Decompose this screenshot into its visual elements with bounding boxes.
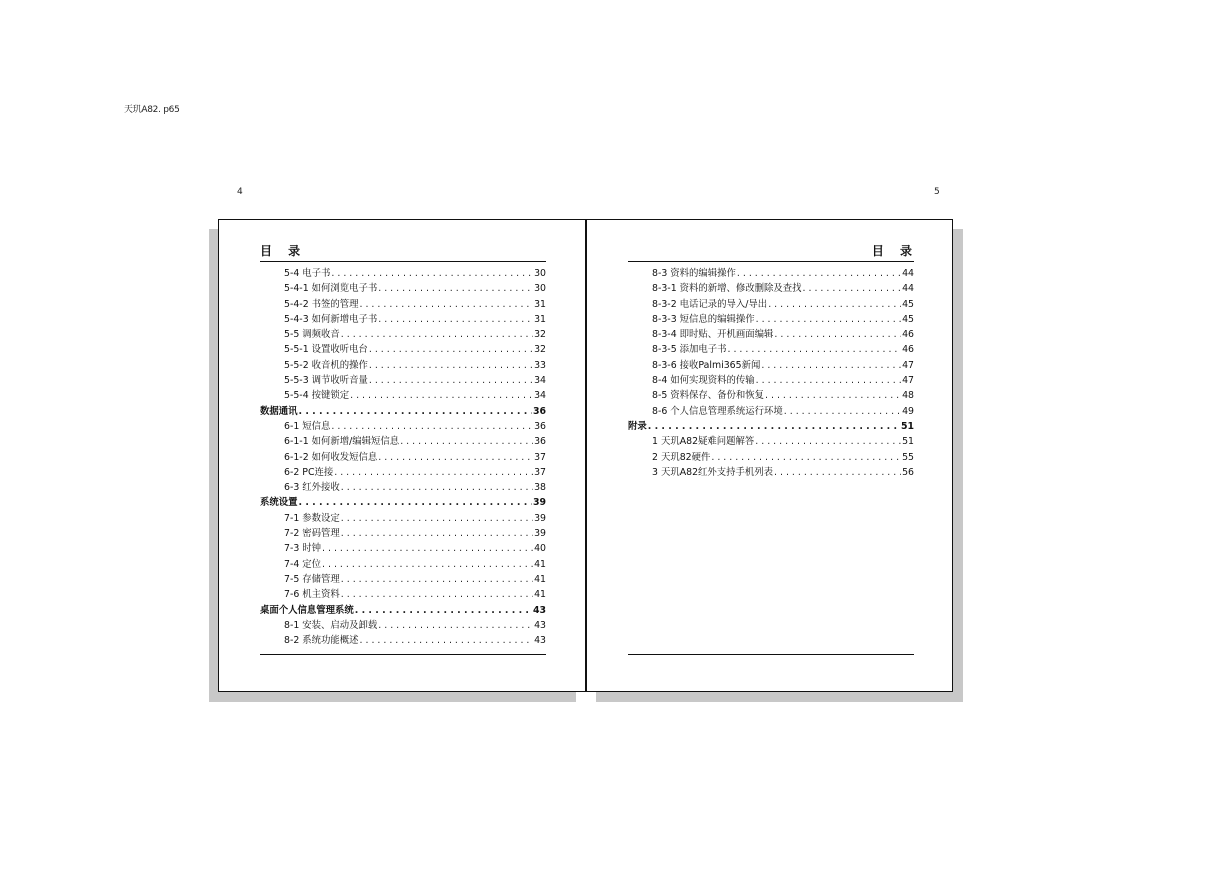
right-page-heading: 目 录 (871, 244, 918, 258)
toc-entry-label: 桌面个人信息管理系统 (260, 604, 354, 616)
toc-entry-label: 7-3 时钟 (284, 543, 322, 555)
toc-entry-page: 39 (532, 497, 546, 509)
toc-leader-dots (369, 375, 533, 386)
toc-section-entry (260, 602, 546, 617)
toc-entry-page: 31 (534, 298, 546, 310)
toc-entry (628, 296, 914, 311)
right-page (586, 219, 953, 692)
toc-entry (260, 540, 546, 555)
toc-section-entry (260, 494, 546, 509)
toc-entry-page: 36 (534, 436, 546, 448)
toc-entry-label: 7-5 存储管理 (284, 573, 340, 585)
toc-entry-page: 44 (902, 283, 914, 295)
toc-entry (260, 586, 546, 601)
toc-entry-label: 8-2 系统功能概述 (284, 635, 359, 647)
toc-entry-label: 8-1 安装、启动及卸载 (284, 619, 378, 631)
toc-entry-label: 8-3-1 资料的新增、修改删除及查找 (652, 283, 802, 295)
toc-leader-dots (341, 589, 533, 600)
toc-leader-dots (360, 635, 534, 646)
toc-entry-page: 45 (902, 313, 914, 325)
toc-leader-dots (299, 406, 532, 417)
toc-entry-page: 30 (534, 268, 546, 279)
toc-entry-page: 32 (534, 329, 546, 341)
toc-entry-label: 5-4-1 如何浏览电子书 (284, 283, 378, 295)
toc-entry (628, 449, 914, 464)
toc-entry-label: 6-3 红外接收 (284, 482, 340, 494)
toc-entry-label: 8-5 资料保存、备份和恢复 (652, 390, 765, 402)
toc-entry-label: 附录 (628, 420, 647, 432)
toc-entry-page: 55 (902, 451, 914, 463)
toc-entry-page: 36 (532, 405, 546, 417)
file-name: 天玑A82. p65 (124, 105, 180, 115)
toc-leader-dots (784, 406, 901, 417)
toc-entry-page: 47 (902, 375, 914, 387)
toc-entry-page: 43 (534, 635, 546, 647)
toc-entry-page: 51 (902, 436, 914, 448)
toc-leader-dots (774, 467, 901, 478)
toc-entry-label: 8-3 资料的编辑操作 (652, 268, 736, 279)
toc-entry-page: 31 (534, 313, 546, 325)
toc-entry-label: 6-1-1 如何新增/编辑短信息 (284, 436, 400, 448)
toc-leader-dots (400, 436, 533, 447)
toc-entry-label: 6-1 短信息 (284, 420, 331, 432)
toc-leader-dots (341, 528, 533, 539)
toc-entry-page: 51 (900, 420, 914, 432)
toc-entry (260, 479, 546, 494)
toc-leader-dots (648, 421, 900, 432)
toc-leader-dots (378, 314, 533, 325)
toc-entry-page: 46 (902, 344, 914, 356)
toc-leader-dots (341, 513, 533, 524)
toc-entry-label: 7-4 定位 (284, 558, 322, 570)
toc-entry-page: 41 (534, 573, 546, 585)
toc-leader-dots (761, 360, 901, 371)
toc-entry-label: 8-4 如何实现资料的传输 (652, 375, 755, 387)
toc-entry-label: 7-2 密码管理 (284, 528, 340, 540)
toc-entry-label: 5-5 调频收音 (284, 329, 340, 341)
toc-entry-label: 5-4-2 书签的管理 (284, 298, 359, 310)
toc-entry (260, 311, 546, 326)
toc-entry-page: 34 (534, 375, 546, 387)
toc-leader-dots (378, 283, 533, 294)
toc-leader-dots (355, 605, 532, 616)
toc-entry (260, 265, 546, 280)
toc-entry-page: 48 (902, 390, 914, 402)
toc-leader-dots (756, 314, 901, 325)
toc-entry-page: 37 (534, 466, 546, 478)
toc-entry (628, 265, 914, 280)
toc-entry (260, 418, 546, 433)
toc-entry (628, 387, 914, 402)
right-bottom-rule (628, 654, 914, 655)
toc-leader-dots (378, 620, 533, 631)
toc-leader-dots (378, 452, 533, 463)
toc-entry (628, 464, 914, 479)
toc-entry (260, 510, 546, 525)
toc-entry (628, 403, 914, 418)
toc-entry-label: 5-4-3 如何新增电子书 (284, 313, 378, 325)
toc-leader-dots (360, 299, 534, 310)
toc-entry (260, 464, 546, 479)
toc-leader-dots (369, 344, 533, 355)
page-number-right: 5 (934, 187, 940, 197)
toc-leader-dots (322, 559, 533, 570)
toc-entry (260, 296, 546, 311)
right-toc-list (628, 265, 914, 479)
toc-leader-dots (755, 436, 901, 447)
toc-section-entry (260, 403, 546, 418)
toc-leader-dots (774, 329, 901, 340)
toc-entry-label: 7-1 参数设定 (284, 512, 340, 524)
toc-leader-dots (803, 283, 902, 294)
toc-entry-page: 39 (534, 528, 546, 540)
toc-entry-label: 5-5-3 调节收听音量 (284, 375, 368, 387)
toc-entry-label: 1 天玑A82疑难问题解答 (652, 436, 755, 448)
toc-entry (260, 571, 546, 586)
toc-entry (628, 341, 914, 356)
left-page-heading: 目 录 (260, 244, 307, 258)
toc-entry-label: 6-2 PC连接 (284, 466, 334, 478)
toc-leader-dots (341, 329, 533, 340)
toc-leader-dots (350, 390, 533, 401)
toc-entry-label: 8-6 个人信息管理系统运行环境 (652, 405, 783, 417)
toc-entry-label: 5-4 电子书 (284, 268, 331, 279)
right-heading-rule (628, 261, 914, 262)
toc-entry-page: 37 (534, 451, 546, 463)
toc-entry-label: 6-1-2 如何收发短信息 (284, 451, 378, 463)
toc-entry (628, 372, 914, 387)
toc-leader-dots (768, 299, 901, 310)
toc-entry-label: 8-3-4 即时贴、开机画面编辑 (652, 329, 774, 341)
toc-entry-page: 41 (534, 589, 546, 601)
toc-entry (628, 357, 914, 372)
toc-entry (260, 372, 546, 387)
toc-leader-dots (756, 375, 901, 386)
toc-entry-page: 32 (534, 344, 546, 356)
toc-entry-page: 38 (534, 482, 546, 494)
left-heading-rule (260, 261, 546, 262)
toc-leader-dots (334, 467, 533, 478)
left-page (218, 219, 586, 692)
toc-entry-page: 46 (902, 329, 914, 341)
toc-entry-page: 30 (534, 283, 546, 295)
toc-entry-label: 7-6 机主资料 (284, 589, 340, 601)
toc-entry (260, 326, 546, 341)
toc-entry (260, 556, 546, 571)
toc-entry-page: 43 (534, 619, 546, 631)
toc-entry-label: 5-5-4 按键锁定 (284, 390, 350, 402)
left-toc-list (260, 265, 546, 647)
toc-entry-page: 40 (534, 543, 546, 555)
toc-entry-label: 数据通讯 (260, 405, 298, 417)
toc-entry (628, 433, 914, 448)
toc-entry (260, 341, 546, 356)
toc-leader-dots (728, 344, 902, 355)
toc-entry (260, 617, 546, 632)
toc-entry (260, 449, 546, 464)
toc-entry (260, 632, 546, 647)
toc-leader-dots (765, 390, 901, 401)
toc-leader-dots (322, 543, 533, 554)
toc-entry-label: 5-5-1 设置收听电台 (284, 344, 368, 356)
toc-leader-dots (331, 268, 533, 279)
toc-entry-page: 56 (902, 466, 914, 478)
toc-entry-label: 系统设置 (260, 497, 298, 509)
toc-entry-page: 33 (534, 359, 546, 371)
toc-section-entry (628, 418, 914, 433)
toc-entry-page: 41 (534, 558, 546, 570)
toc-entry (628, 280, 914, 295)
toc-entry (260, 525, 546, 540)
toc-entry-label: 5-5-2 收音机的操作 (284, 359, 368, 371)
toc-leader-dots (737, 268, 901, 279)
page-number-left: 4 (237, 187, 243, 197)
toc-entry-page: 36 (534, 420, 546, 432)
toc-entry (628, 311, 914, 326)
toc-leader-dots (711, 452, 901, 463)
toc-leader-dots (369, 360, 533, 371)
toc-entry-label: 8-3-3 短信息的编辑操作 (652, 313, 755, 325)
toc-entry-page: 45 (902, 298, 914, 310)
toc-entry (260, 387, 546, 402)
toc-entry (260, 357, 546, 372)
left-bottom-rule (260, 654, 546, 655)
toc-leader-dots (341, 482, 533, 493)
toc-entry (260, 280, 546, 295)
toc-leader-dots (331, 421, 533, 432)
toc-entry-page: 44 (902, 268, 914, 279)
toc-entry-label: 8-3-5 添加电子书 (652, 344, 727, 356)
toc-leader-dots (299, 497, 532, 508)
toc-entry-label: 8-3-6 接收Palmi365新闻 (652, 359, 761, 371)
toc-entry (260, 433, 546, 448)
toc-entry-page: 43 (532, 604, 546, 616)
toc-entry-label: 8-3-2 电话记录的导入/导出 (652, 298, 768, 310)
toc-leader-dots (341, 574, 533, 585)
toc-entry-page: 49 (902, 405, 914, 417)
toc-entry-label: 2 天玑82硬件 (652, 451, 711, 463)
toc-entry-page: 34 (534, 390, 546, 402)
toc-entry-label: 3 天玑A82红外支持手机列表 (652, 466, 774, 478)
toc-entry (628, 326, 914, 341)
toc-entry-page: 47 (902, 359, 914, 371)
toc-entry-page: 39 (534, 512, 546, 524)
